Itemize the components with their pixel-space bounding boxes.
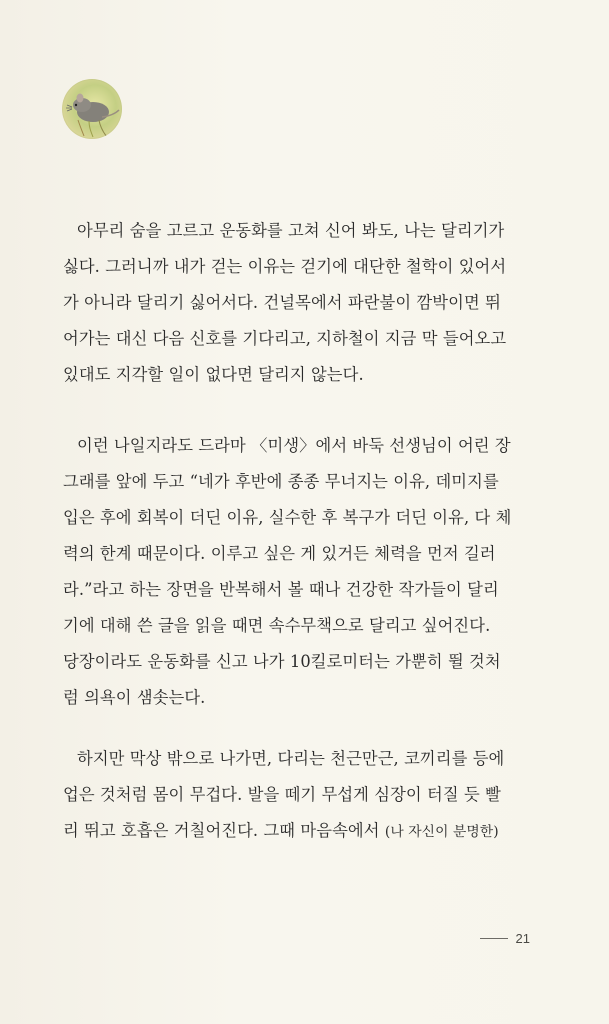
- text-line: 럼 의욕이 샘솟는다.: [63, 688, 206, 707]
- paragraph-1: [63, 213, 530, 393]
- text-segment: 리 뛰고 호흡은 거칠어진다. 그때 마음속에서: [63, 821, 380, 840]
- text-line: 싫다. 그러니까 내가 걷는 이유는 걷기에 대단한 철학이 있어서: [63, 257, 507, 276]
- text-line: 아무리 숨을 고르고 운동화를 고쳐 신어 봐도, 나는 달리기가: [77, 221, 505, 240]
- text-line: 이런 나일지라도 드라마 〈미생〉에서 바둑 선생님이 어린 장: [77, 436, 511, 455]
- page-number: [480, 928, 530, 948]
- text-line: 라.”라고 하는 장면을 반복해서 볼 때나 건강한 작가들이 달리: [63, 580, 499, 599]
- text-line: [63, 813, 530, 850]
- paragraph-3: [63, 741, 530, 850]
- text-line: 어가는 대신 다음 신호를 기다리고, 지하철이 지금 막 들어오고: [63, 329, 507, 348]
- text-line: 가 아니라 달리기 싫어서다. 건널목에서 파란불이 깜박이면 뛰: [63, 293, 501, 312]
- text-line: 그래를 앞에 두고 “네가 후반에 종종 무너지는 이유, 데미지를: [63, 472, 499, 491]
- text-line: 입은 후에 회복이 더딘 이유, 실수한 후 복구가 더딘 이유, 다 체: [63, 508, 512, 527]
- page-number-text: 21: [515, 930, 530, 946]
- parenthetical-text: (나 자신이 분명한): [384, 824, 499, 840]
- text-line: 하지만 막상 밖으로 나가면, 다리는 천근만근, 코끼리를 등에: [77, 749, 505, 768]
- text-line: 기에 대해 쓴 글을 읽을 때면 속수무책으로 달리고 싶어진다.: [63, 616, 491, 635]
- text-line: 있대도 지각할 일이 없다면 달리지 않는다.: [63, 365, 364, 384]
- folio-rule: [480, 938, 508, 939]
- rat-portrait-icon: [62, 79, 122, 139]
- text-line: 업은 것처럼 몸이 무겁다. 발을 떼기 무섭게 심장이 터질 듯 빨: [63, 785, 501, 804]
- text-line: 당장이라도 운동화를 신고 나가 10킬로미터는 가뿐히 뛸 것처: [63, 652, 501, 671]
- paragraph-2: [63, 428, 530, 716]
- text-line: 력의 한계 때문이다. 이루고 싶은 게 있거든 체력을 먼저 길러: [63, 544, 496, 563]
